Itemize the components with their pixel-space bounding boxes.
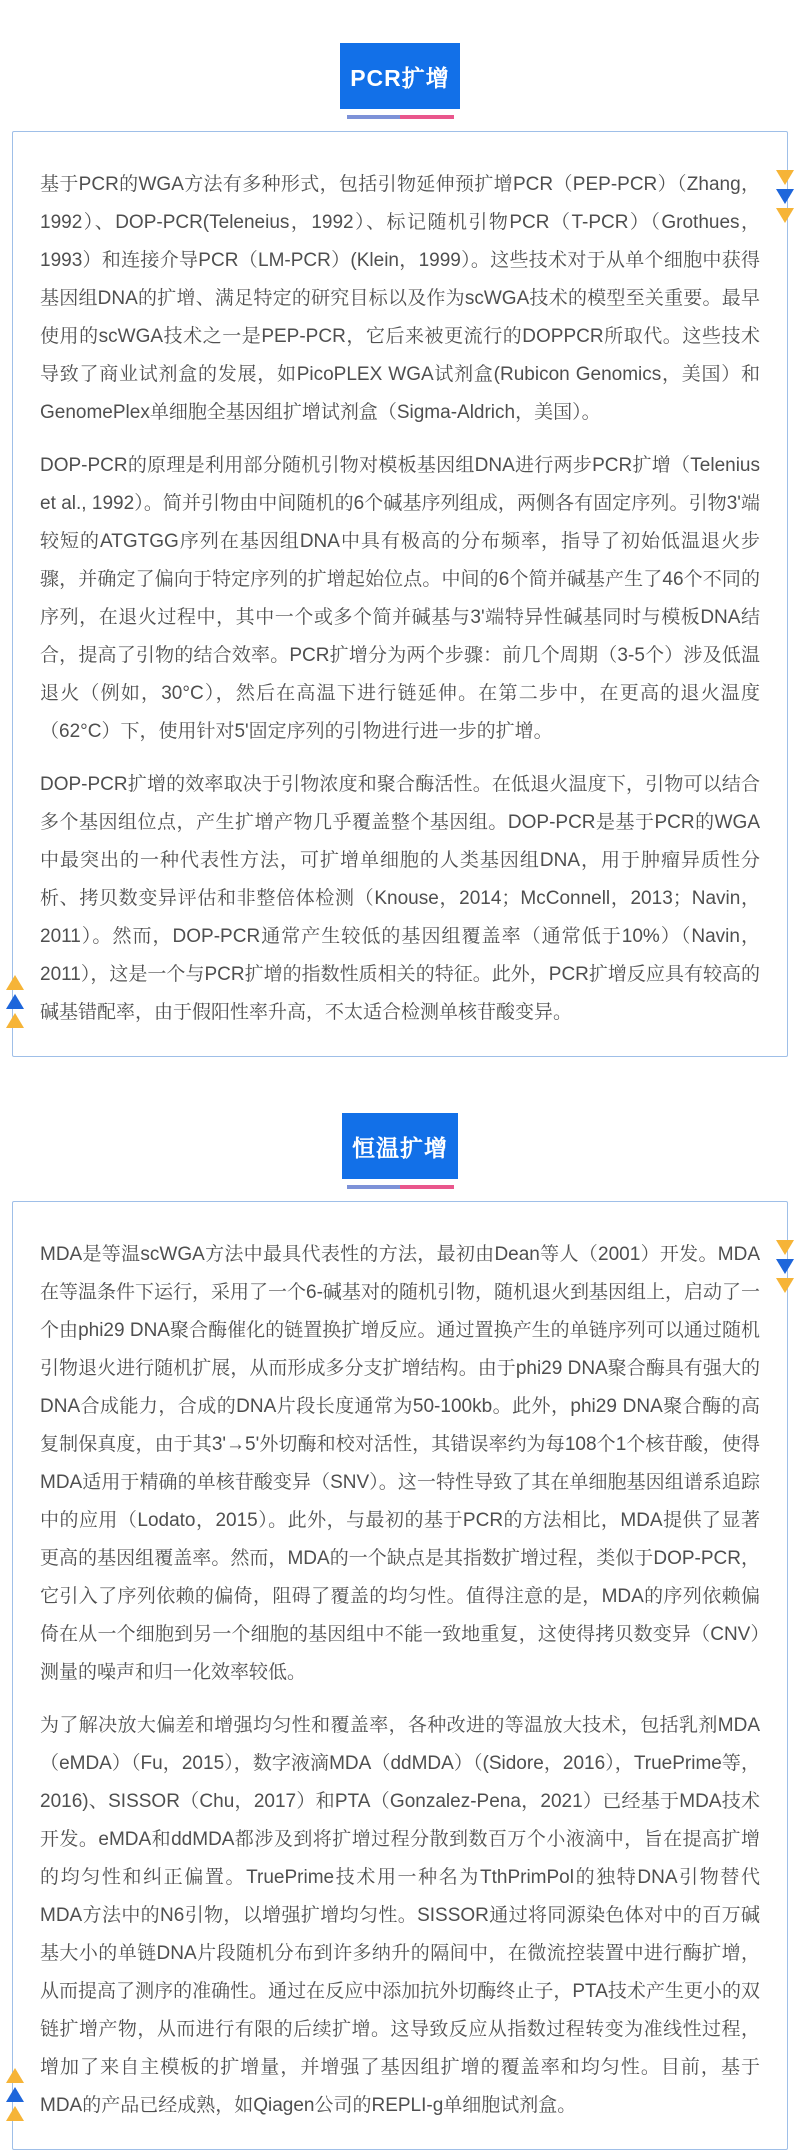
triangle-down-blue-icon (776, 189, 794, 204)
triangle-up-blue-icon (6, 2087, 24, 2102)
triangle-down-blue-icon (776, 1259, 794, 1274)
paragraph-isothermal-1: MDA是等温scWGA方法中最具代表性的方法，最初由Dean等人（2001）开发。MDA在等温条件下运行，采用了一个6-碱基对的随机引物，随机退火到基因组上，启动了一个由phi29 DNA聚合酶催化的链置换扩增反应。通过置换产生的单链序列可以通过随机引物退火进行随机扩展，从而形成多分支扩增结构。由于phi29 DNA聚合酶具有强大的DNA合成能力，合成的DNA片段长度通常为50-100kb。此外，phi29 DNA聚合酶的高复制保真度，由于其3'→5'外切酶和校对活性，其错误率约为每108个1个核苷酸，使得MDA适用于精确的单核苷酸变异（SNV）。这一特性导致了其在单细胞基因组谱系追踪中的应用（Lodato，2015）。此外，与最初的基于PCR的方法相比，MDA提供了显著更高的基因组覆盖率。然而，MDA的一个缺点是其指数扩增过程，类似于DOP-PCR，它引入了序列依赖的偏倚，阻碍了覆盖的均匀性。值得注意的是，MDA的序列依赖偏倚在从一个细胞到另一个细胞的基因组中不能一致地重复，这使得拷贝数变异（CNV）测量的噪声和归一化效率较低。 (40, 1244, 760, 1683)
paragraph-pcr-3: DOP-PCR扩增的效率取决于引物浓度和聚合酶活性。在低退火温度下，引物可以结合多个基因组位点，产生扩增产物几乎覆盖整个基因组。DOP-PCR是基于PCR的WGA中最突出的一种代表性方法，可扩增单细胞的人类基因组DNA，用于肿瘤异质性分析、拷贝数变异评估和非整倍体检测（Knouse，2014；McConnell，2013；Navin，2011）。然而，DOP-PCR通常产生较低的基因组覆盖率（通常低于10%）（Navin，2011），这是一个与PCR扩增的指数性质相关的特征。此外，PCR扩增反应具有较高的碱基错配率，由于假阳性率升高，不太适合检测单核苷酸变异。 (40, 774, 760, 1023)
section-title-badge: PCR扩增 (340, 43, 460, 109)
triangle-up-yellow-icon (6, 2106, 24, 2121)
content-box-isothermal (12, 1201, 788, 2150)
paragraph-pcr-1: 基于PCR的WGA方法有多种形式，包括引物延伸预扩增PCR（PEP-PCR）（Zhang，1992）、DOP-PCR(Teleneius，1992）、标记随机引物PCR（T-PCR）（Grothues，1993）和连接介导PCR（LM-PCR）(Klein，1999）。这些技术对于从单个细胞中获得基因组DNA的扩增、满足特定的研究目标以及作为scWGA技术的模型至关重要。最早使用的scWGA技术之一是PEP-PCR，它后来被更流行的DOPPCR所取代。这些技术导致了商业试剂盒的发展，如PicoPLEX WGA试剂盒(Rubicon Genomics，美国）和GenomePlex单细胞全基因组扩增试剂盒（Sigma-Aldrich，美国）。 (40, 174, 760, 423)
section-header-isothermal (0, 1113, 800, 1189)
triangle-down-yellow-icon (776, 1278, 794, 1293)
section-header-pcr (0, 43, 800, 119)
triangle-decoration-top-right (776, 1238, 794, 1295)
section-isothermal-amplification (0, 1113, 800, 2150)
triangle-up-yellow-icon (6, 1013, 24, 1028)
underline-left-segment (347, 115, 401, 119)
triangle-up-blue-icon (6, 994, 24, 1009)
badge-underline (347, 115, 454, 119)
triangle-down-yellow-icon (776, 1240, 794, 1255)
content-box-pcr (12, 131, 788, 1057)
section-title-badge: 恒温扩增 (342, 1113, 458, 1179)
underline-right-segment (400, 1185, 454, 1189)
triangle-decoration-bottom-left (6, 2066, 24, 2123)
paragraph-isothermal-2: 为了解决放大偏差和增强均匀性和覆盖率，各种改进的等温放大技术，包括乳剂MDA（eMDA）（Fu，2015），数字液滴MDA（ddMDA）（(Sidore，2016），TruePrime等，2016)、SISSOR（Chu，2017）和PTA（Gonzalez-Pena，2021）已经基于MDA技术开发。eMDA和ddMDA都涉及到将扩增过程分散到数百万个小液滴中，旨在提高扩增的均匀性和纠正偏置。TruePrime技术用一种名为TthPrimPol的独特DNA引物替代MDA方法中的N6引物，以增强扩增均匀性。SISSOR通过将同源染色体对中的百万碱基大小的单链DNA片段随机分布到许多纳升的隔间中，在微流控装置中进行酶扩增，从而提高了测序的准确性。通过在反应中添加抗外切酶终止子，PTA技术产生更小的双链扩增产物，从而进行有限的后续扩增。这导致反应从指数过程转变为准线性过程，增加了来自主模板的扩增量，并增强了基因组扩增的覆盖率和均匀性。目前，基于MDA的产品已经成熟，如Qiagen公司的REPLI-g单细胞试剂盒。 (40, 1715, 760, 2116)
triangle-up-yellow-icon (6, 975, 24, 990)
section-pcr-amplification (0, 43, 800, 1057)
paragraph-pcr-2: DOP-PCR的原理是利用部分随机引物对模板基因组DNA进行两步PCR扩增（Telenius et al., 1992）。简并引物由中间随机的6个碱基序列组成，两侧各有固定序列。引物3'端较短的ATGTGG序列在基因组DNA中具有极高的分布频率，指导了初始低温退火步骤，并确定了偏向于特定序列的扩增起始位点。中间的6个简并碱基产生了46个不同的序列，在退火过程中，其中一个或多个简并碱基与3'端特异性碱基同时与模板DNA结合，提高了引物的结合效率。PCR扩增分为两个步骤：前几个周期（3-5个）涉及低温退火（例如，30°C），然后在高温下进行链延伸。在第二步中，在更高的退火温度（62°C）下，使用针对5'固定序列的引物进行进一步的扩增。 (40, 455, 760, 742)
triangle-decoration-top-right (776, 168, 794, 225)
underline-left-segment (347, 1185, 401, 1189)
triangle-down-yellow-icon (776, 170, 794, 185)
underline-right-segment (400, 115, 454, 119)
triangle-decoration-bottom-left (6, 973, 24, 1030)
triangle-down-yellow-icon (776, 208, 794, 223)
badge-underline (347, 1185, 454, 1189)
triangle-up-yellow-icon (6, 2068, 24, 2083)
